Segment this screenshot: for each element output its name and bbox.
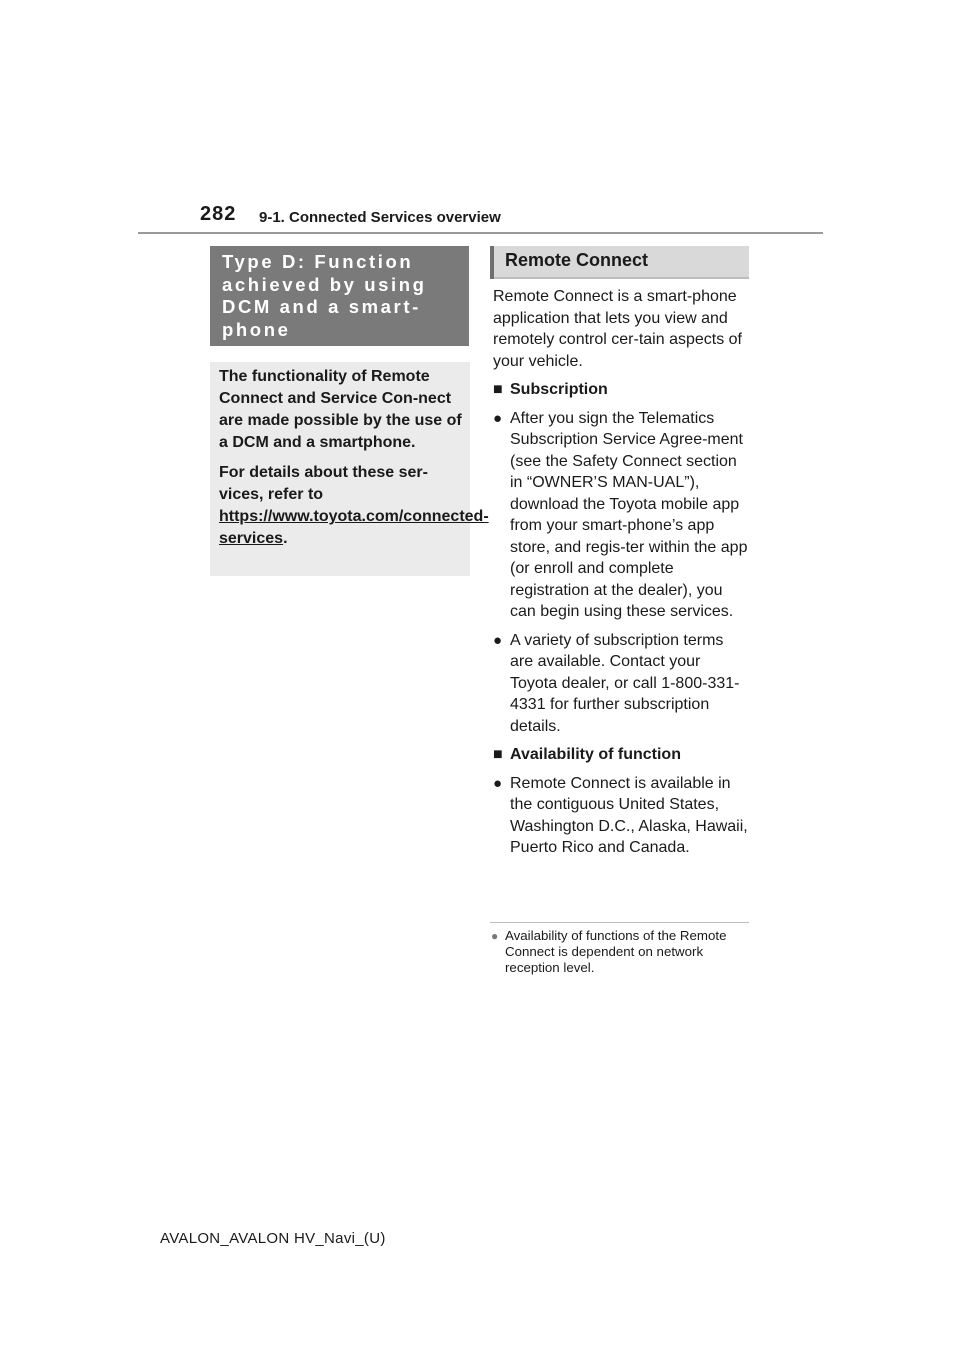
- remote-connect-intro: Remote Connect is a smart-phone application that lets you view and remotely control cer-tain aspects of your vehicle.: [493, 288, 742, 370]
- type-d-heading-box: [210, 246, 469, 346]
- remote-connect-heading-box: [490, 246, 749, 279]
- note-bullet-icon: ●: [491, 929, 499, 943]
- footer-model-label: AVALON_AVALON HV_Navi_(U): [160, 1230, 386, 1247]
- square-marker-icon: ■: [493, 381, 503, 398]
- list-item: [493, 408, 749, 623]
- bullet-icon: ●: [493, 409, 503, 427]
- bullet-icon: ●: [493, 631, 503, 649]
- type-d-paragraph-2-suffix: .: [283, 530, 288, 547]
- type-d-heading: Type D: Function achieved by using DCM and a smart-phone: [222, 251, 427, 340]
- type-d-info-box: [210, 362, 489, 576]
- list-item-text: A variety of subscription terms are available. Contact your Toyota dealer, or call 1-800-331-4331 for further subscription details.: [510, 631, 740, 735]
- remote-connect-content: [493, 286, 749, 866]
- bullet-icon: ●: [493, 774, 503, 792]
- availability-heading-text: Availability of function: [510, 746, 681, 763]
- subscription-heading: [493, 379, 749, 401]
- note: [491, 928, 751, 976]
- note-text: Availability of functions of the Remote Connect is dependent on network reception level.: [505, 928, 727, 975]
- heading-accent-bar: [490, 246, 494, 279]
- section-title: 9-1. Connected Services overview: [259, 209, 501, 226]
- list-item: [493, 773, 749, 859]
- list-item-text: After you sign the Telematics Subscription Service Agree-ment (see the Safety Connect section in “OWNER’S MAN-UAL”), download the Toyota mobile app from your smart-phone’s app store, and regis-ter within the app (or enroll and complete registration at the dealer), you can begin using these services.: [510, 409, 748, 620]
- type-d-paragraph-2-text: For details about these ser-vices, refer to: [219, 464, 428, 503]
- square-marker-icon: ■: [493, 746, 503, 763]
- list-item: [493, 630, 749, 738]
- list-item-text: Remote Connect is available in the contiguous United States, Washington D.C., Alaska, Hawaii, Puerto Rico and Canada.: [510, 774, 748, 856]
- remote-connect-heading: Remote Connect: [505, 250, 649, 270]
- page-number: 282: [200, 203, 237, 225]
- subscription-heading-text: Subscription: [510, 381, 608, 398]
- availability-heading: [493, 744, 749, 766]
- note-divider: [490, 922, 749, 923]
- connected-services-link[interactable]: https://www.toyota.com/connected-services: [219, 508, 489, 547]
- type-d-paragraph-1: The functionality of Remote Connect and Service Con-nect are made possible by the use of a DCM and a smartphone.: [219, 368, 462, 451]
- header-divider: [138, 232, 823, 234]
- type-d-paragraph-2: [219, 462, 489, 550]
